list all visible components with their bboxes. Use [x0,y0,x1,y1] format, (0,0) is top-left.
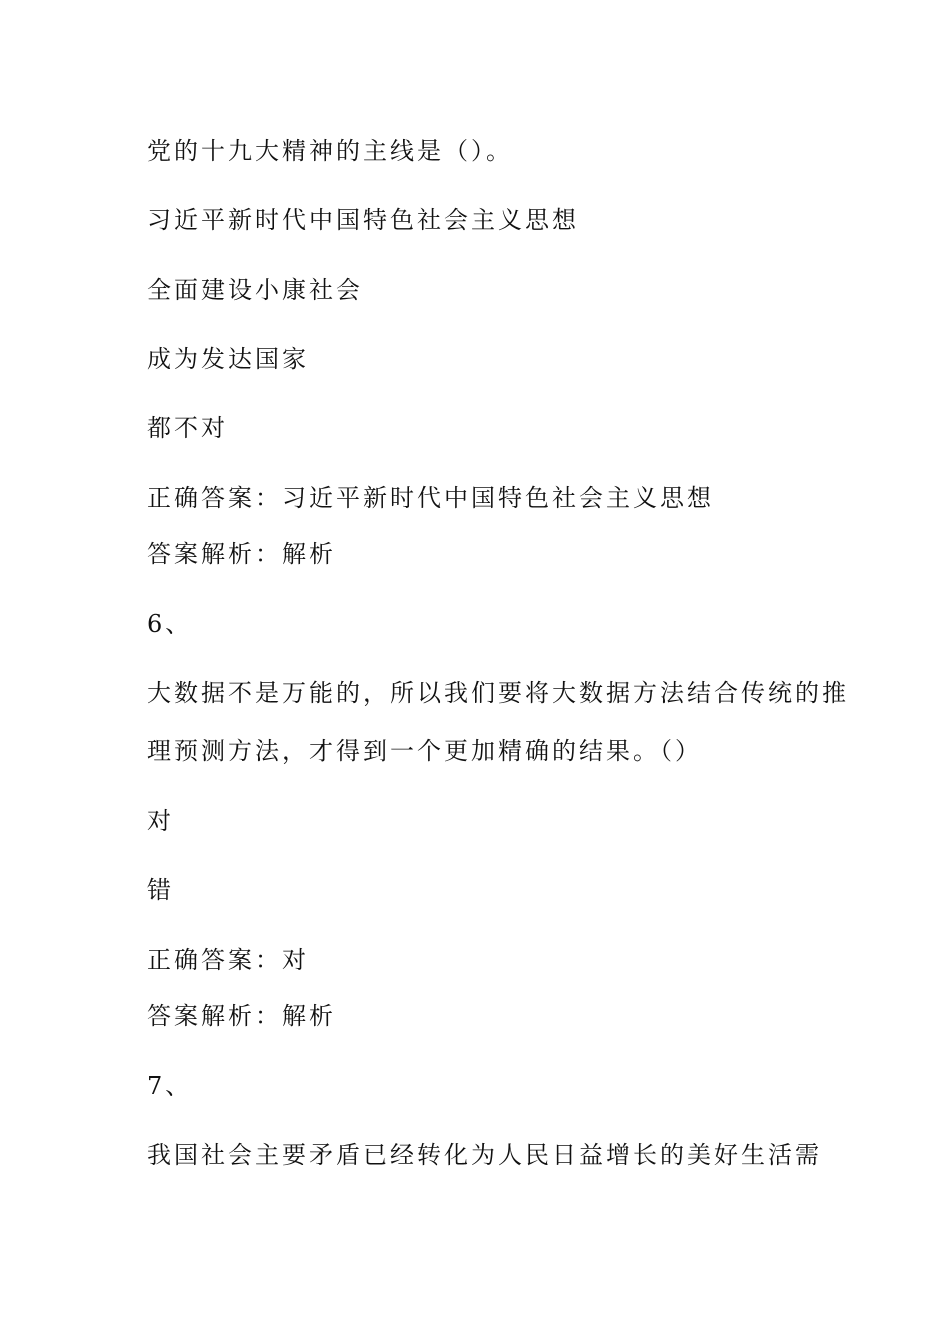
question-6-option-1: 对 [147,807,174,835]
question-5-option-3: 成为发达国家 [147,345,309,373]
question-6-number: 6、 [147,610,193,638]
question-6-option-2: 错 [147,876,174,904]
question-5-option-2: 全面建设小康社会 [147,276,363,304]
question-7-number: 7、 [147,1072,193,1100]
question-5-option-4: 都不对 [147,414,228,442]
question-5-analysis: 答案解析：解析 [147,540,336,568]
question-6-answer: 正确答案：对 [147,946,309,974]
question-6-stem-line-2: 理预测方法，才得到一个更加精确的结果。（） [147,737,702,765]
question-6-stem-line-1: 大数据不是万能的，所以我们要将大数据方法结合传统的推 [147,679,849,707]
question-6-analysis: 答案解析：解析 [147,1002,336,1030]
question-5-stem: 党的十九大精神的主线是（）。 [147,137,513,165]
question-7-stem-line-1: 我国社会主要矛盾已经转化为人民日益增长的美好生活需 [147,1141,822,1169]
question-5-option-1: 习近平新时代中国特色社会主义思想 [147,206,579,234]
question-5-answer: 正确答案：习近平新时代中国特色社会主义思想 [147,484,714,512]
